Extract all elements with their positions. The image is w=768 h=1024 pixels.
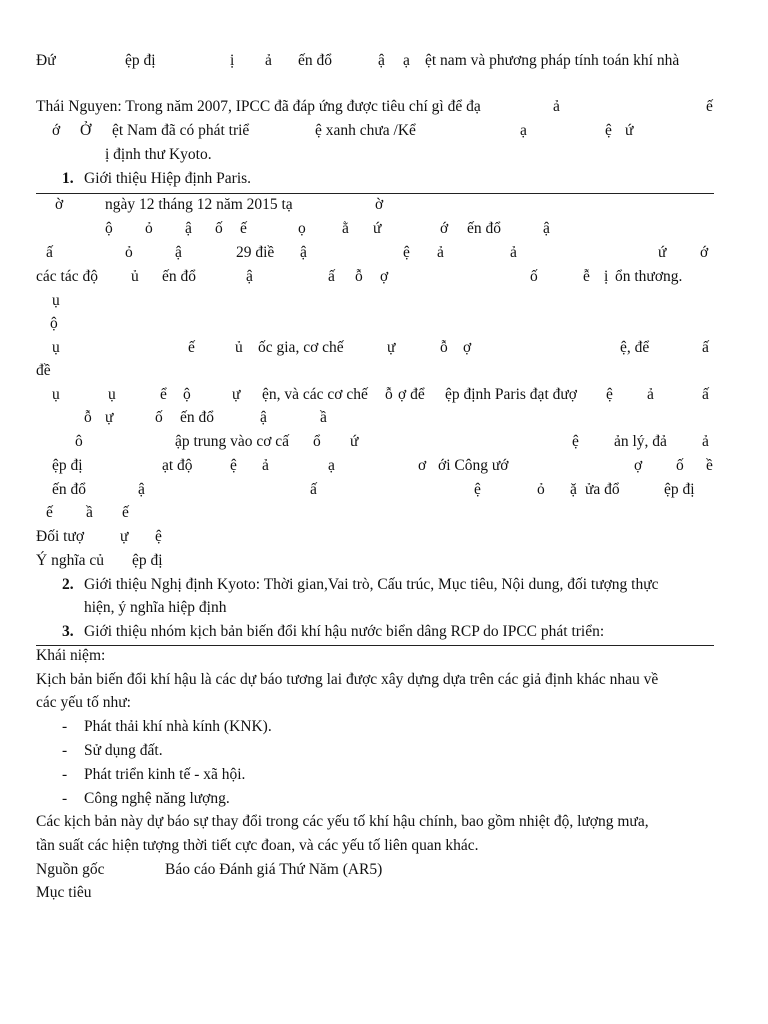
paris-text: ậ (246, 268, 253, 285)
intro-text: ệt Nam đã có phát triể (112, 122, 250, 139)
rcp-definition-1 (0, 669, 768, 691)
paris-text: ấ (328, 268, 335, 285)
paris-text: các tác độ (36, 268, 98, 285)
intro-line-1 (0, 96, 768, 118)
paris-text: ầ (320, 409, 327, 426)
paris-line-6 (0, 313, 768, 335)
intro-text: ớ (52, 122, 61, 139)
paris-text: Đối tượ (36, 528, 85, 545)
paris-line-16 (0, 550, 768, 572)
bullet-dash: - (62, 790, 68, 807)
paris-text: ề (706, 457, 713, 474)
rcp-khai-niem (0, 645, 768, 667)
paris-text: ỏ (537, 481, 545, 498)
paris-text: 29 điề (236, 244, 275, 261)
paris-text: ấ (46, 244, 53, 261)
paris-text: ố (155, 409, 163, 426)
intro-text: ạ (520, 122, 527, 139)
bullet-dash: - (62, 718, 68, 735)
paris-text: ập trung vào cơ cấ (175, 433, 290, 450)
paris-line-5 (0, 290, 768, 312)
rcp-label: Mục tiêu (36, 884, 92, 901)
paris-text: ỗ (355, 268, 363, 285)
paris-text: ớ (440, 220, 449, 237)
paris-text: ấ (310, 481, 317, 498)
section-2-heading (0, 574, 768, 596)
paris-text: ả (437, 244, 444, 261)
title-fragment: ị (230, 52, 235, 69)
section-3-heading (0, 621, 768, 643)
paris-text: ngày 12 tháng 12 năm 2015 tạ (105, 196, 293, 213)
paris-text: ậ (543, 220, 550, 237)
paris-text: ỗ (84, 409, 92, 426)
intro-line-2 (0, 120, 768, 142)
paris-text: ầ (86, 504, 93, 521)
paris-text: ọ (298, 220, 306, 237)
paris-text: ệ (606, 386, 613, 403)
paris-text: ệ (230, 457, 237, 474)
paris-text: ậ (185, 220, 192, 237)
paris-line-10 (0, 407, 768, 429)
bullet-text: Phát thải khí nhà kính (KNK). (84, 718, 272, 735)
paris-text: ự (105, 409, 114, 426)
paris-line-4 (0, 266, 768, 288)
bullet-dash: - (62, 742, 68, 759)
rcp-muc-tieu (0, 882, 768, 904)
rcp-value: Báo cáo Đánh giá Thứ Năm (AR5) (165, 861, 383, 878)
paris-text: ố (215, 220, 223, 237)
paris-text: ỗ (385, 386, 393, 403)
paris-text: ỏ (125, 244, 133, 261)
paris-line-2 (0, 218, 768, 240)
paris-text: ệ, để (620, 339, 650, 356)
paris-text: ặ (570, 481, 577, 498)
paris-text: ấ (702, 386, 709, 403)
paris-text: ự (387, 339, 396, 356)
paris-text: ể (160, 386, 167, 403)
paris-line-12 (0, 455, 768, 477)
title-fragment: Đứ (36, 52, 56, 69)
section-2-heading-cont (0, 597, 768, 619)
paris-text: ị (604, 268, 609, 285)
intro-text: ệ (605, 122, 612, 139)
paris-text: ợ (463, 339, 472, 356)
section-number: 2. (62, 576, 74, 593)
paris-text: ô (75, 433, 83, 450)
intro-text: Thái Nguyen: Trong năm 2007, IPCC đã đáp ứng được tiêu chí gì để đạ (36, 98, 481, 115)
paris-text: ự (232, 386, 241, 403)
paris-line-7 (0, 337, 768, 359)
paris-text: ụ (108, 386, 116, 403)
paris-text: ự (120, 528, 129, 545)
paris-text: ố (676, 457, 684, 474)
rcp-text: tần suất các hiện tượng thời tiết cực đoan, và các yếu tố liên quan khác. (36, 837, 479, 854)
paris-text: ệ (474, 481, 481, 498)
intro-text: ế (706, 98, 713, 115)
paris-text: ệ (572, 433, 579, 450)
paris-text: ộ (183, 386, 191, 403)
paris-text: ủ (235, 339, 243, 356)
bullet-text: Sử dụng đất. (84, 742, 163, 759)
paris-text: ợ (634, 457, 643, 474)
paris-text: ện, và các cơ chế (262, 386, 368, 403)
rcp-bullet (0, 788, 768, 810)
title-fragment: ả (265, 52, 272, 69)
section-title: hiện, ý nghĩa hiệp định (84, 599, 227, 616)
paris-text: ả (510, 244, 517, 261)
paris-text: ến đổ (52, 481, 87, 498)
paris-line-8 (0, 360, 768, 382)
rcp-bullet (0, 764, 768, 786)
title-fragment: ệt nam và phương pháp tính toán khí nhà (425, 52, 680, 69)
paris-text: ụ (52, 386, 60, 403)
bullet-text: Công nghệ năng lượng. (84, 790, 230, 807)
document-title-line (0, 50, 768, 72)
paris-text: ệ (403, 244, 410, 261)
paris-text: ứ (350, 433, 359, 450)
paris-text: ộ (105, 220, 113, 237)
section-1-heading (0, 168, 768, 190)
paris-text: ợ (380, 268, 389, 285)
paris-text: ế (122, 504, 129, 521)
rcp-label: Nguồn gốc (36, 861, 105, 878)
paris-text: ạ (328, 457, 335, 474)
rcp-bullet (0, 740, 768, 762)
intro-text: ệ xanh chưa /Kể (315, 122, 416, 139)
paris-line-9 (0, 384, 768, 406)
rcp-text: Kịch bản biến đổi khí hậu là các dự báo tương lai được xây dựng dựa trên các giả định khác nhau về (36, 671, 659, 688)
intro-text: ị định thư Kyoto. (105, 146, 212, 163)
paris-text: ụ (52, 292, 60, 309)
paris-text: ậ (138, 481, 145, 498)
paris-text: ệp định Paris đạt đượ (445, 386, 577, 403)
section-number: 3. (62, 623, 74, 640)
intro-text: ứ (625, 122, 634, 139)
paris-text: ế (188, 339, 195, 356)
paris-text: ệp đị (664, 481, 695, 498)
paris-text: ớ (700, 244, 709, 261)
intro-text: Ở (80, 122, 92, 139)
paris-text: ứ (658, 244, 667, 261)
paris-text: ả (262, 457, 269, 474)
paris-line-11 (0, 431, 768, 453)
rcp-definition-2 (0, 692, 768, 714)
paris-text: ằ (342, 220, 349, 237)
paris-text: ụ (52, 339, 60, 356)
paris-text: ễ (583, 268, 590, 285)
paris-text: ổ (313, 433, 321, 450)
rcp-label: Khái niệm: (36, 647, 106, 664)
paris-text: ửa đổ (585, 481, 620, 498)
paris-text: ỗ (440, 339, 448, 356)
section-number: 1. (62, 170, 74, 187)
paris-line-15 (0, 526, 768, 548)
paris-text: ố (530, 268, 538, 285)
paris-text: ế (240, 220, 247, 237)
paris-text: Ý nghĩa củ (36, 552, 105, 569)
paris-text: ệ (155, 528, 162, 545)
rcp-text: Các kịch bản này dự báo sự thay đổi trong các yếu tố khí hậu chính, bao gồm nhiệt độ, lượng mưa, (36, 813, 649, 830)
title-fragment: ến đổ (298, 52, 333, 69)
paris-text: ến đổ (162, 268, 197, 285)
section-title: Giới thiệu Hiệp định Paris. (84, 170, 252, 187)
paris-line-3 (0, 242, 768, 264)
paris-text: ỏ (145, 220, 153, 237)
paris-text: ứ (373, 220, 382, 237)
rcp-text: các yếu tố như: (36, 694, 131, 711)
paris-text: ế (46, 504, 53, 521)
paris-text: ậ (175, 244, 182, 261)
title-fragment: ậ (378, 52, 385, 69)
intro-text: ả (553, 98, 560, 115)
paris-text: ổn thương. (615, 268, 683, 285)
paris-text: ộ (50, 315, 58, 332)
paris-text: ến đổ (180, 409, 215, 426)
paris-line-13 (0, 479, 768, 501)
paris-text: ới Công ướ (438, 457, 509, 474)
paris-line-14 (0, 502, 768, 524)
paris-text: ậ (260, 409, 267, 426)
paris-text: ốc gia, cơ chế (258, 339, 344, 356)
paris-text: ến đổ (467, 220, 502, 237)
bullet-text: Phát triển kinh tế - xã hội. (84, 766, 246, 783)
paris-text: đề (36, 362, 51, 379)
paris-text: ạt độ (162, 457, 193, 474)
paris-text: ả (647, 386, 654, 403)
paris-text: ả (702, 433, 709, 450)
rcp-nguon-goc (0, 859, 768, 881)
section-title: Giới thiệu nhóm kịch bản biến đổi khí hậu nước biển dâng RCP do IPCC phát triển: (84, 623, 605, 640)
paris-text: ệp đị (132, 552, 163, 569)
paris-text: ờ (55, 196, 64, 213)
paris-text: ủ (131, 268, 139, 285)
paris-text: ấ (702, 339, 709, 356)
paris-text: ậ (300, 244, 307, 261)
paris-text: ờ (375, 196, 384, 213)
rcp-paragraph-1 (0, 811, 768, 833)
rcp-paragraph-2 (0, 835, 768, 857)
paris-text: ơ (418, 457, 427, 474)
paris-line-1 (0, 194, 768, 216)
title-fragment: ệp đị (125, 52, 156, 69)
section-title: Giới thiệu Nghị định Kyoto: Thời gian,Vai trò, Cấu trúc, Mục tiêu, Nội dung, đối tượng thực (84, 576, 659, 593)
bullet-dash: - (62, 766, 68, 783)
rcp-bullet (0, 716, 768, 738)
paris-text: ợ để (398, 386, 425, 403)
paris-text: ệp đị (52, 457, 83, 474)
intro-line-3 (0, 144, 768, 166)
title-fragment: ạ (403, 52, 410, 69)
paris-text: ản lý, đả (614, 433, 667, 450)
